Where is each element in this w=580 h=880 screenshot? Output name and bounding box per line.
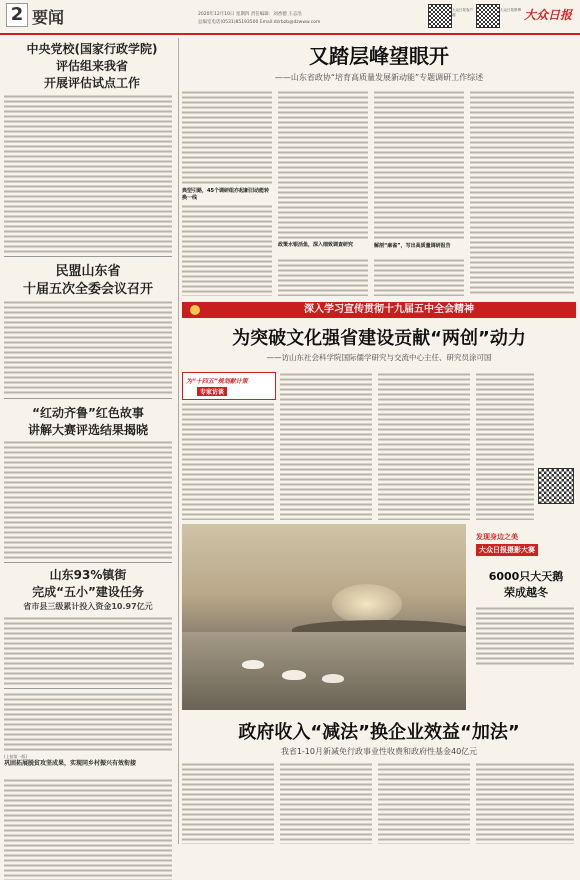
article-body: [278, 90, 368, 240]
article-body: [280, 372, 372, 520]
article-headline[interactable]: 讲解大赛评选结果揭晓: [27, 423, 148, 437]
article-headline[interactable]: 开展评估试点工作: [43, 76, 140, 90]
caption-brand: 大众日报摄影大赛: [476, 544, 538, 556]
qr-label: 大众日报客户端: [452, 8, 473, 17]
article-body: [378, 372, 470, 520]
article-headline[interactable]: 十届五次全委会议召开: [22, 282, 153, 297]
article-body: [4, 616, 172, 686]
article-headline[interactable]: 民盟山东省: [55, 264, 121, 279]
newspaper-logo: 大众日报: [524, 8, 573, 22]
page-number: 2: [6, 3, 28, 27]
water-surface: [182, 632, 466, 710]
article-body: [378, 762, 470, 844]
banner-text: 深入学习宣传贯彻十九届五中全会精神: [304, 304, 474, 315]
column-divider: [178, 38, 179, 844]
qr-code-icon[interactable]: [428, 4, 452, 28]
photo-caption: [470, 524, 576, 710]
divider: [4, 688, 172, 689]
article-headline[interactable]: 巩固拓展脱贫攻坚成果，实现同乡村振兴有效衔接: [4, 760, 137, 767]
caption-title: 6000只大天鹅: [488, 570, 564, 583]
caption-kicker: 发现身边之美: [476, 533, 518, 541]
article-body: [182, 204, 272, 296]
qr-label: 大众日报微博: [500, 8, 521, 12]
article-body: [4, 440, 172, 560]
article-body: [374, 258, 464, 296]
article-body: [374, 90, 464, 240]
left-column: [0, 38, 176, 846]
article-body: [4, 300, 172, 396]
interview-article: [182, 322, 576, 522]
divider: [4, 562, 172, 563]
interview-headline[interactable]: 为突破文化强省建设贡献“两创”动力: [232, 328, 526, 349]
contact-info: 总编室电话(0531)85193500 Email:dzrbzb@dzwww.com: [198, 20, 321, 25]
article-body: [182, 762, 274, 844]
section-title: 要闻: [32, 8, 65, 27]
header-rule: [0, 33, 580, 35]
article-headline[interactable]: 完成“五小”建设任务: [32, 585, 144, 599]
article-body: [278, 258, 368, 296]
article-body: [476, 762, 574, 844]
article-body: [182, 402, 274, 520]
swan-photo[interactable]: [182, 524, 466, 710]
sun-glow: [332, 584, 402, 624]
article-body: [4, 94, 172, 254]
masthead: [0, 0, 580, 38]
subheading: 政策水银活鱼，深入细致调查研究: [278, 242, 354, 248]
swan-icon: [242, 660, 264, 669]
theme-banner: [182, 302, 576, 318]
swan-icon: [282, 670, 306, 680]
article-headline[interactable]: 评估组来我省: [55, 59, 128, 73]
issue-info: 2020年12月10日 星期四 责任编辑：刘香德 王志浩: [198, 12, 302, 17]
qr-code-icon[interactable]: [476, 4, 500, 28]
interview-subtitle: ——访山东社会科学院国际儒学研究与交流中心主任、研究员涂可国: [266, 353, 492, 362]
article-body: [4, 778, 172, 880]
bottom-subtitle: 我省1-10月新减免行政事业性收费和政府性基金40亿元: [280, 747, 478, 756]
column-logo-title: 为“十四五”规划献计策: [186, 378, 248, 385]
article-body: [470, 90, 574, 296]
article-subheadline: 省市县三级累计投入资金10.97亿元: [23, 602, 153, 611]
subheading: 解剖“麻雀”，写出高质量调研报告: [374, 243, 451, 249]
party-emblem-icon: [190, 305, 200, 315]
subheading: 典型引路，45个调研组亦起新旧动能转换一线: [182, 188, 269, 201]
article-body: [4, 692, 172, 752]
feature-headline[interactable]: 又踏层峰望眼开: [309, 44, 449, 68]
article-headline[interactable]: 山东93%镇街: [49, 568, 127, 582]
article-body: [476, 372, 534, 520]
continued-kicker: (上接第一版): [4, 754, 28, 759]
column-logo-sub: 专家访谈: [197, 387, 227, 396]
divider: [4, 398, 172, 399]
article-body: [280, 762, 372, 844]
qr-code-icon[interactable]: [538, 468, 574, 504]
top-feature: [182, 38, 576, 300]
bottom-headline[interactable]: 政府收入“减法”换企业效益“加法”: [238, 722, 520, 743]
caption-title: 荣成越冬: [504, 586, 548, 599]
column-logo: [182, 372, 276, 400]
article-headline[interactable]: 中央党校(国家行政学院): [26, 42, 158, 56]
bottom-article: [182, 714, 576, 846]
article-body: [182, 90, 272, 186]
article-headline[interactable]: “红动齐鲁”红色故事: [32, 406, 144, 420]
swan-icon: [322, 674, 344, 683]
caption-body: [476, 606, 574, 666]
divider: [4, 256, 172, 257]
feature-subtitle: ——山东省政协“培育高质量发展新动能”专题调研工作综述: [274, 73, 484, 82]
